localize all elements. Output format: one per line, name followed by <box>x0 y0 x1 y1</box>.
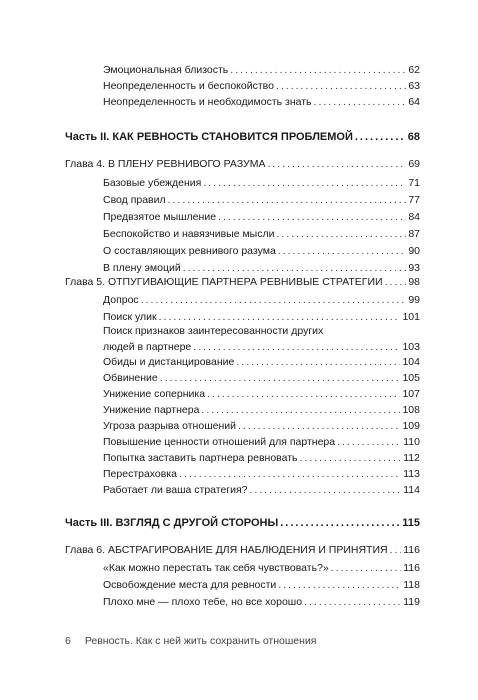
toc-entry: Обвинение ..... 105 <box>103 372 420 384</box>
page-number: 6 <box>65 635 71 647</box>
toc-entry: Освобождение места для ревности ..... 118 <box>103 579 420 591</box>
toc-entry: Допрос ..... 99 <box>103 294 420 306</box>
toc-entry: Неопределенность и беспокойство ..... 63 <box>103 80 420 92</box>
toc-entry: Унижение соперника ..... 107 <box>103 388 420 400</box>
toc-entry: Эмоциональная близость ..... 62 <box>103 64 420 76</box>
toc-entry: Угроза разрыва отношений ..... 109 <box>103 420 420 432</box>
toc-entry: Попытка заставить партнера ревновать ..... 112 <box>103 452 420 464</box>
toc-entry: В плену эмоций ..... 93 <box>103 262 420 274</box>
toc-chapter-heading: Глава 6. АБСТРАГИРОВАНИЕ ДЛЯ НАБЛЮДЕНИЯ И ПРИНЯТИЯ ..... 116 <box>65 544 420 556</box>
toc-chapter-heading: Глава 5. ОТПУГИВАЮЩИЕ ПАРТНЕРА РЕВНИВЫЕ СТРАТЕГИИ ..... 98 <box>65 276 420 288</box>
toc-entry: Повышение ценности отношений для партнера ..... 110 <box>103 436 420 448</box>
toc-entry-line: Поиск признаков заинтересованности других <box>103 325 324 337</box>
toc-part-heading: Часть II. КАК РЕВНОСТЬ СТАНОВИТСЯ ПРОБЛЕМОЙ ..... 68 <box>65 131 420 143</box>
toc-entry: Обиды и дистанцирование ..... 104 <box>103 356 420 368</box>
toc-entry: Базовые убеждения ..... 71 <box>103 177 420 189</box>
toc-entry: Поиск улик ..... 101 <box>103 311 420 323</box>
toc-entry: Перестраховка ..... 113 <box>103 468 420 480</box>
toc-entry: О составляющих ревнивого разума ..... 90 <box>103 245 420 257</box>
toc-part-heading: Часть III. ВЗГЛЯД С ДРУГОЙ СТОРОНЫ ..... 115 <box>65 517 420 529</box>
toc-chapter-heading: Глава 4. В ПЛЕНУ РЕВНИВОГО РАЗУМА ..... 69 <box>65 158 420 170</box>
running-title: Ревность. Как с ней жить сохранить отношения <box>84 635 317 647</box>
page-footer <box>65 635 317 647</box>
toc-entry: Неопределенность и необходимость знать ..... 64 <box>103 96 420 108</box>
toc-entry: Работает ли ваша стратегия? ..... 114 <box>103 484 420 496</box>
toc-entry: Плохо мне — плохо тебе, но все хорошо ..... 119 <box>103 596 420 608</box>
toc-entry: Беспокойство и навязчивые мысли ..... 87 <box>103 228 420 240</box>
toc-entry: Предвзятое мышление ..... 84 <box>103 211 420 223</box>
toc-entry: Свод правил ..... 77 <box>103 194 420 206</box>
toc-entry: людей в партнере ..... 103 <box>103 341 420 353</box>
toc-entry: Унижение партнера ..... 108 <box>103 404 420 416</box>
toc-entry: «Как можно перестать так себя чувствовать?» ..... 116 <box>103 562 420 574</box>
